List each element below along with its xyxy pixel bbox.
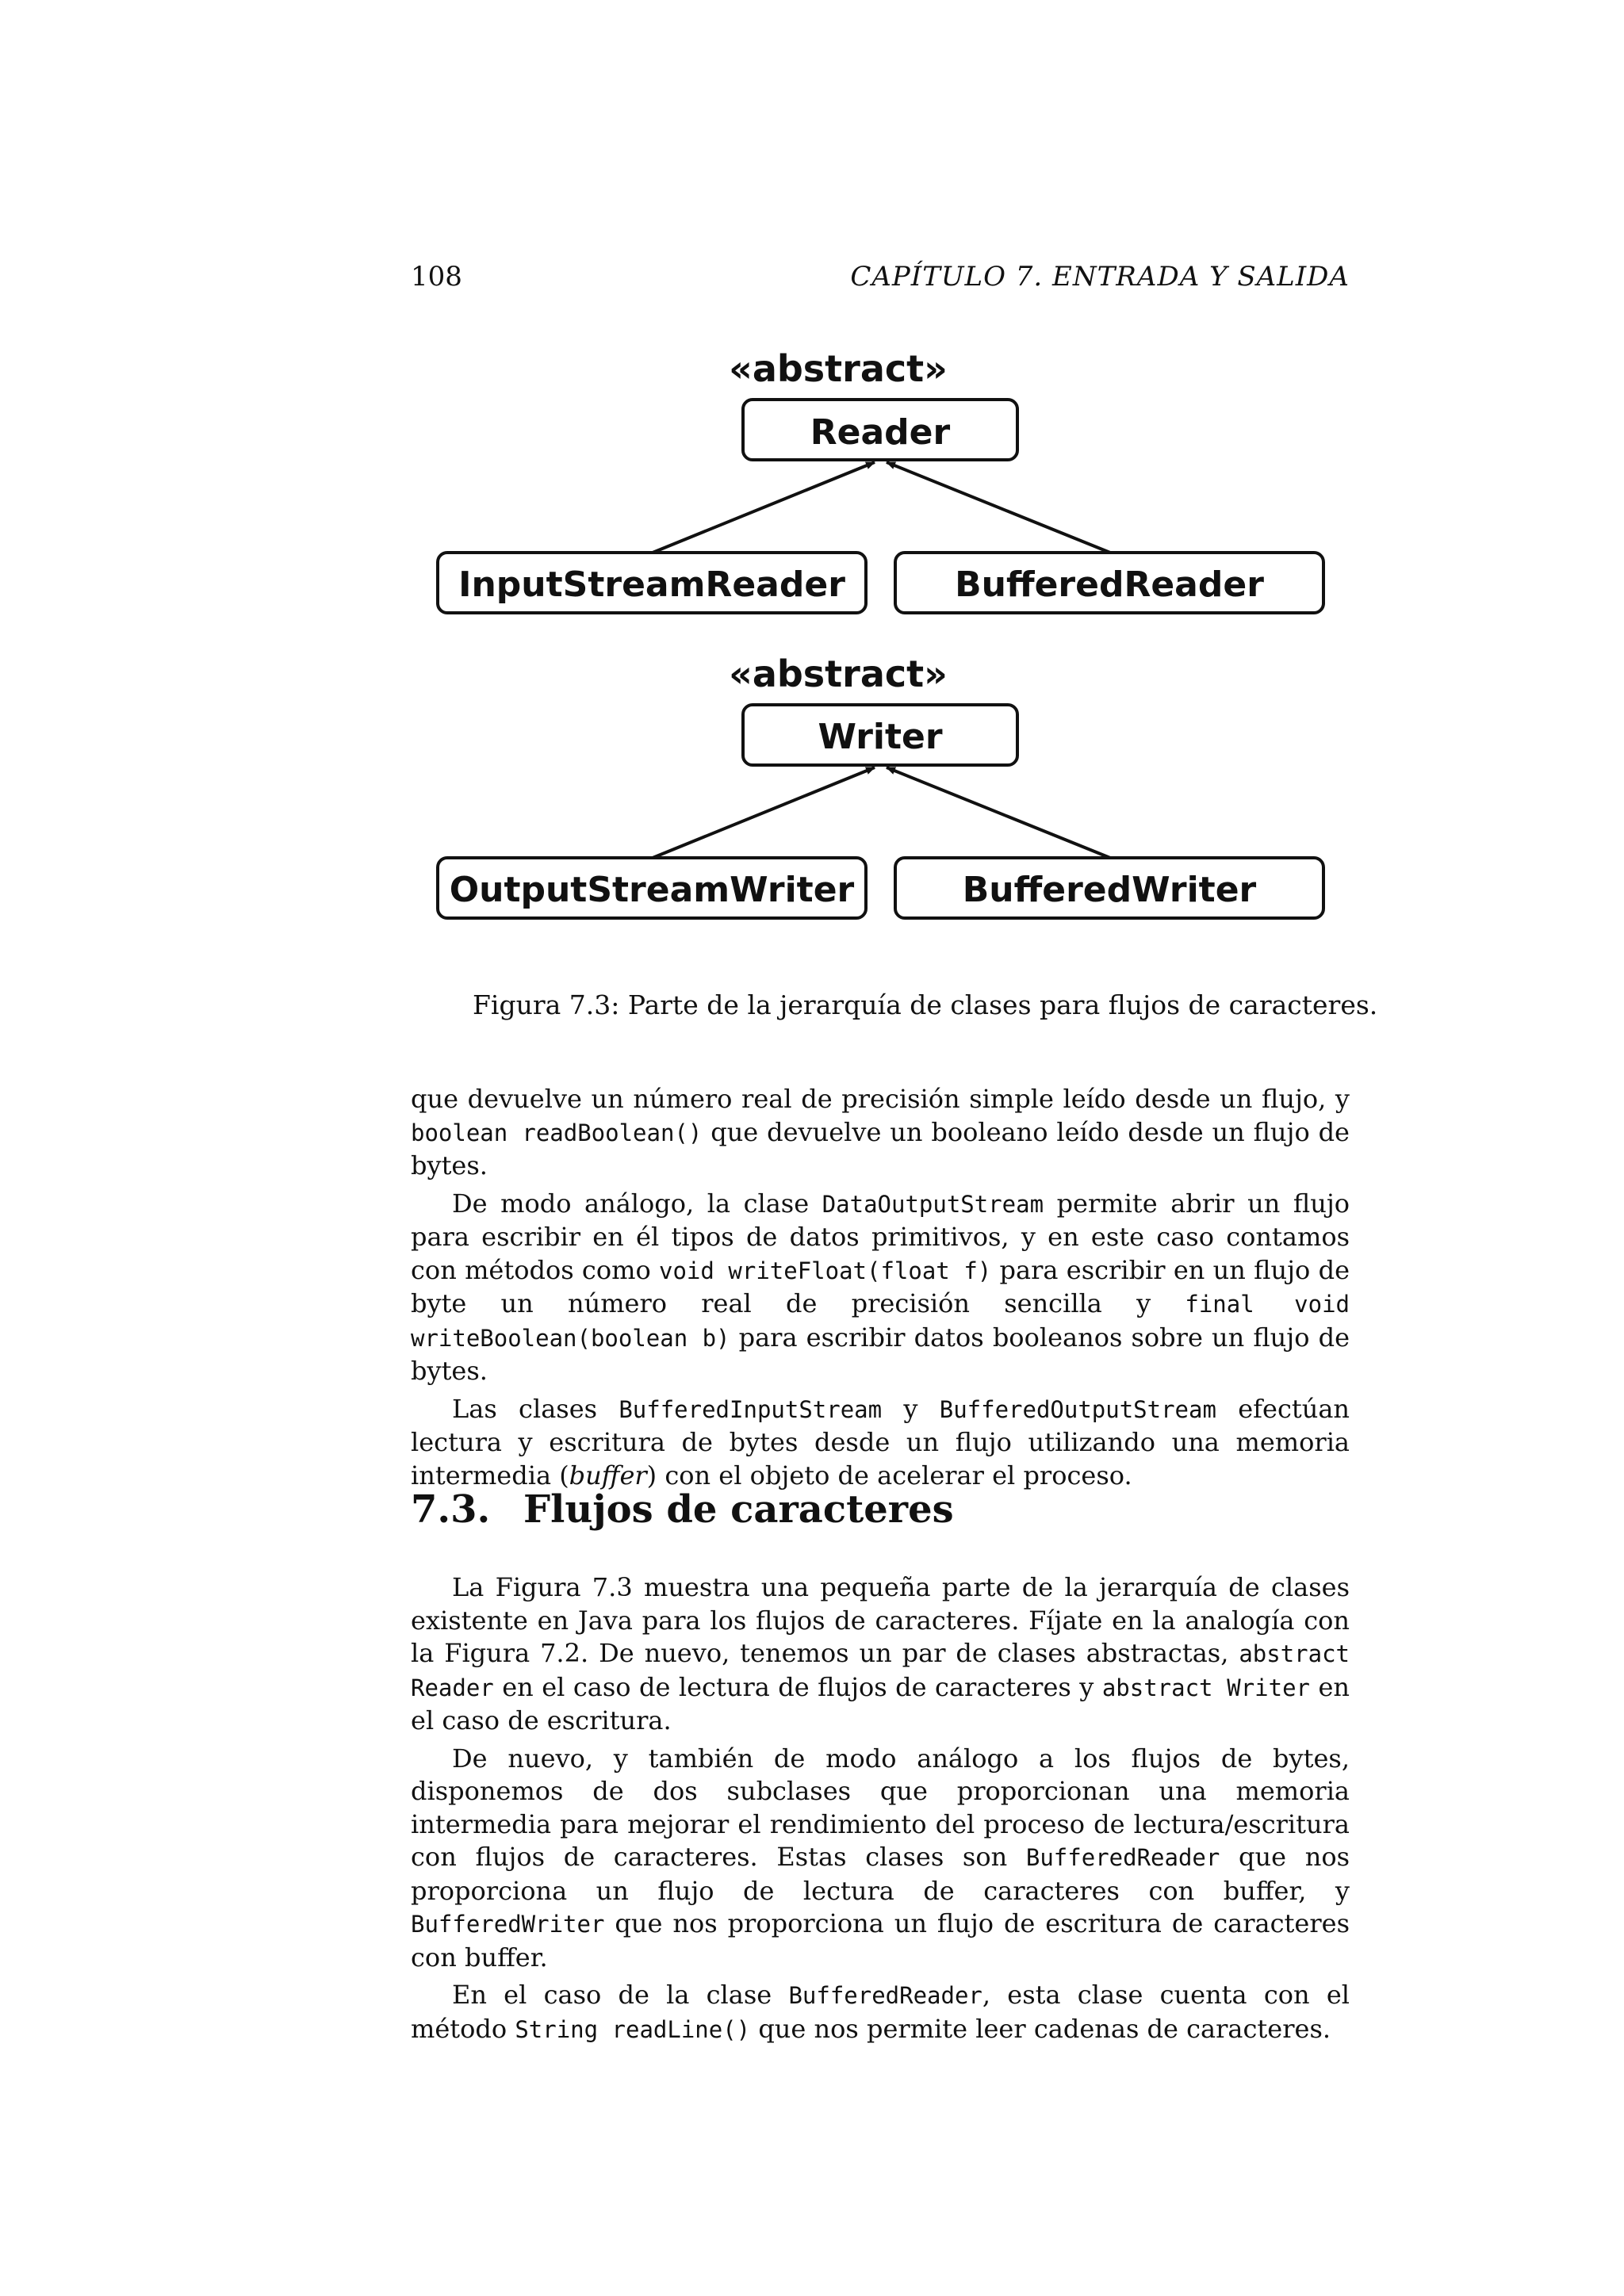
inline-code: final void writeBoolean(boolean b) <box>411 1291 1350 1352</box>
paragraph: En el caso de la clase BufferedReader, esta clase cuenta con el método String readLine() que nos permite leer cadenas de caracteres. <box>411 1980 1350 2044</box>
paragraph: De modo análogo, la clase DataOutputStream permite abrir un flujo para escribir en él tipos de datos primitivos, y en este caso contamos con métodos como void writeFloat(float f) para escribir en un flujo de byte un número real de precisión sencilla y final void writeBoolean(boolean b) para escribir datos booleanos sobre un flujo de bytes. <box>411 1188 1350 1386</box>
section-title: Flujos de caracteres <box>523 1487 954 1532</box>
paragraph: Las clases BufferedInputStream y BufferedOutputStream efectúan lectura y escritura de bytes desde un flujo utilizando una memoria intermedia (buffer) con el objeto de acelerar el proceso. <box>411 1393 1350 1490</box>
inheritance-arrow-bufferedreader <box>887 462 1110 553</box>
paragraph: De nuevo, y también de modo análogo a los flujos de bytes, disponemos de dos subclases que proporcionan una memoria intermedia para mejorar el rendimiento del proceso de lectura/escritura con flujos de caracteres. Estas clases son BufferedReader que nos proporciona un flujo de lectura de caracteres con buffer, y BufferedWriter que nos proporciona un flujo de escritura de caracteres con buffer. <box>411 1743 1350 1973</box>
section-heading <box>411 1487 954 1532</box>
writer-stereotype: «abstract» <box>729 652 948 695</box>
body-text-before-section <box>411 1083 1350 1497</box>
inline-code: boolean readBoolean() <box>411 1119 703 1146</box>
writer-class-name: Writer <box>818 717 943 757</box>
inline-code: BufferedInputStream <box>619 1395 883 1423</box>
bufferedwriter-class-name: BufferedWriter <box>962 870 1257 910</box>
inline-code: abstract Reader <box>411 1640 1350 1701</box>
outputstreamwriter-class-name: OutputStreamWriter <box>449 870 855 910</box>
figure-caption: Figura 7.3: Parte de la jerarquía de clases para flujos de caracteres. <box>473 989 1378 1020</box>
section-number: 7.3. <box>411 1487 491 1532</box>
reader-stereotype: «abstract» <box>729 347 948 390</box>
inheritance-arrow-bufferedwriter <box>887 767 1110 858</box>
inline-code: void writeFloat(float f) <box>659 1257 992 1284</box>
running-header: CAPÍTULO 7. ENTRADA Y SALIDA <box>850 261 1350 293</box>
page-number: 108 <box>411 261 462 293</box>
inline-code: DataOutputStream <box>822 1190 1044 1218</box>
emphasis: buffer <box>569 1460 647 1490</box>
inheritance-arrow-inputstreamreader <box>653 462 875 553</box>
paragraph: que devuelve un número real de precisión simple leído desde un flujo, y boolean readBoolean() que devuelve un booleano leído desde un flujo de bytes. <box>411 1084 1350 1181</box>
inline-code: BufferedReader <box>1025 1844 1220 1871</box>
inputstreamreader-class-name: InputStreamReader <box>458 564 845 605</box>
paragraph: La Figura 7.3 muestra una pequeña parte de la jerarquía de clases existente en Java para los flujos de caracteres. Fíjate en la analogía con la Figura 7.2. De nuevo, tenemos un par de clases abstractas, abstract Reader en el caso de lectura de flujos de caracteres y abstract Writer en el caso de escritura. <box>411 1572 1350 1735</box>
inline-code: String readLine() <box>515 2015 751 2043</box>
inline-code: BufferedReader <box>788 1982 982 2009</box>
inline-code: abstract Writer <box>1101 1674 1310 1701</box>
class-hierarchy-diagram <box>0 0 1624 951</box>
inheritance-arrow-outputstreamwriter <box>653 767 875 858</box>
inline-code: BufferedOutputStream <box>939 1395 1216 1423</box>
bufferedreader-class-name: BufferedReader <box>955 564 1264 605</box>
reader-class-name: Reader <box>810 412 951 453</box>
inline-code: BufferedWriter <box>411 1911 605 1938</box>
body-text-section-7-3 <box>411 1571 1350 2051</box>
